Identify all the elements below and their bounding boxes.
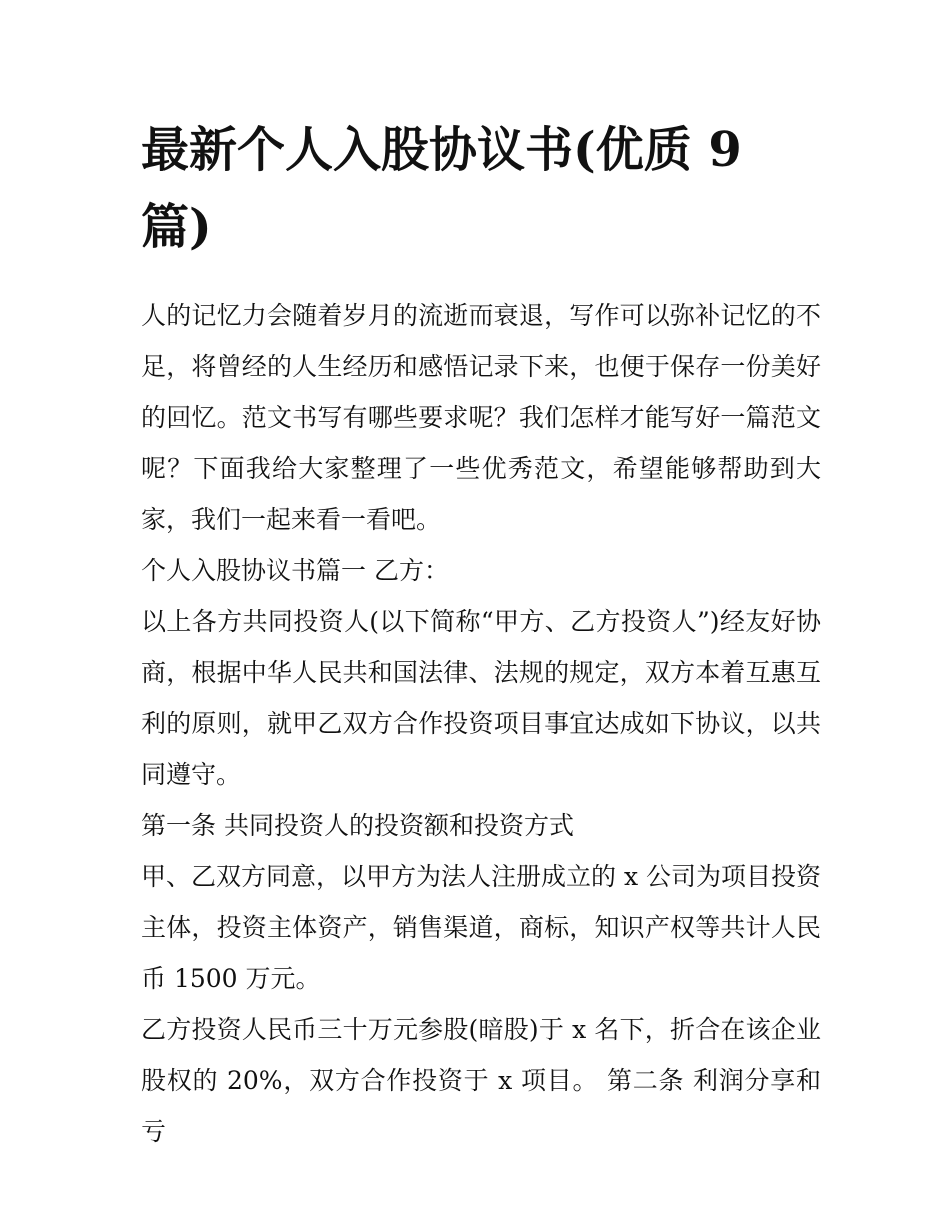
paragraph-article-1-heading: 第一条 共同投资人的投资额和投资方式	[141, 811, 574, 840]
paragraph-preamble: 以上各方共同投资人(以下简称“甲方、乙方投资人”)经友好协商，根据中华人民共和国法律、法规的规定，双方本着互惠互利的原则，就甲乙双方合作投资项目事宜达成如下协议，以共同遵守。	[141, 607, 821, 789]
paragraph-article-1-share: 乙方投资人民币三十万元参股(暗股)于 x 名下，折合在该企业股权的 20%，双方合作投资于 x 项目。 第二条 利润分享和亏	[141, 1015, 821, 1146]
title-spacer	[141, 266, 821, 290]
paragraph-intro: 人的记忆力会随着岁月的流逝而衰退，写作可以弥补记忆的不足，将曾经的人生经历和感悟记录下来，也便于保存一份美好的回忆。范文书写有哪些要求呢？我们怎样才能写好一篇范文呢？下面我给大家整理了一些优秀范文，希望能够帮助到大家，我们一起来看一看吧。	[141, 301, 821, 534]
document-title: 最新个人入股协议书(优质 9 篇)	[141, 122, 742, 255]
paragraph-section-heading: 个人入股协议书篇一 乙方：	[141, 556, 449, 585]
document-body	[141, 112, 821, 1157]
paragraph-article-1-body: 甲、乙双方同意，以甲方为法人注册成立的 x 公司为项目投资主体，投资主体资产，销售渠道，商标，知识产权等共计人民币 1500 万元。	[141, 862, 821, 993]
